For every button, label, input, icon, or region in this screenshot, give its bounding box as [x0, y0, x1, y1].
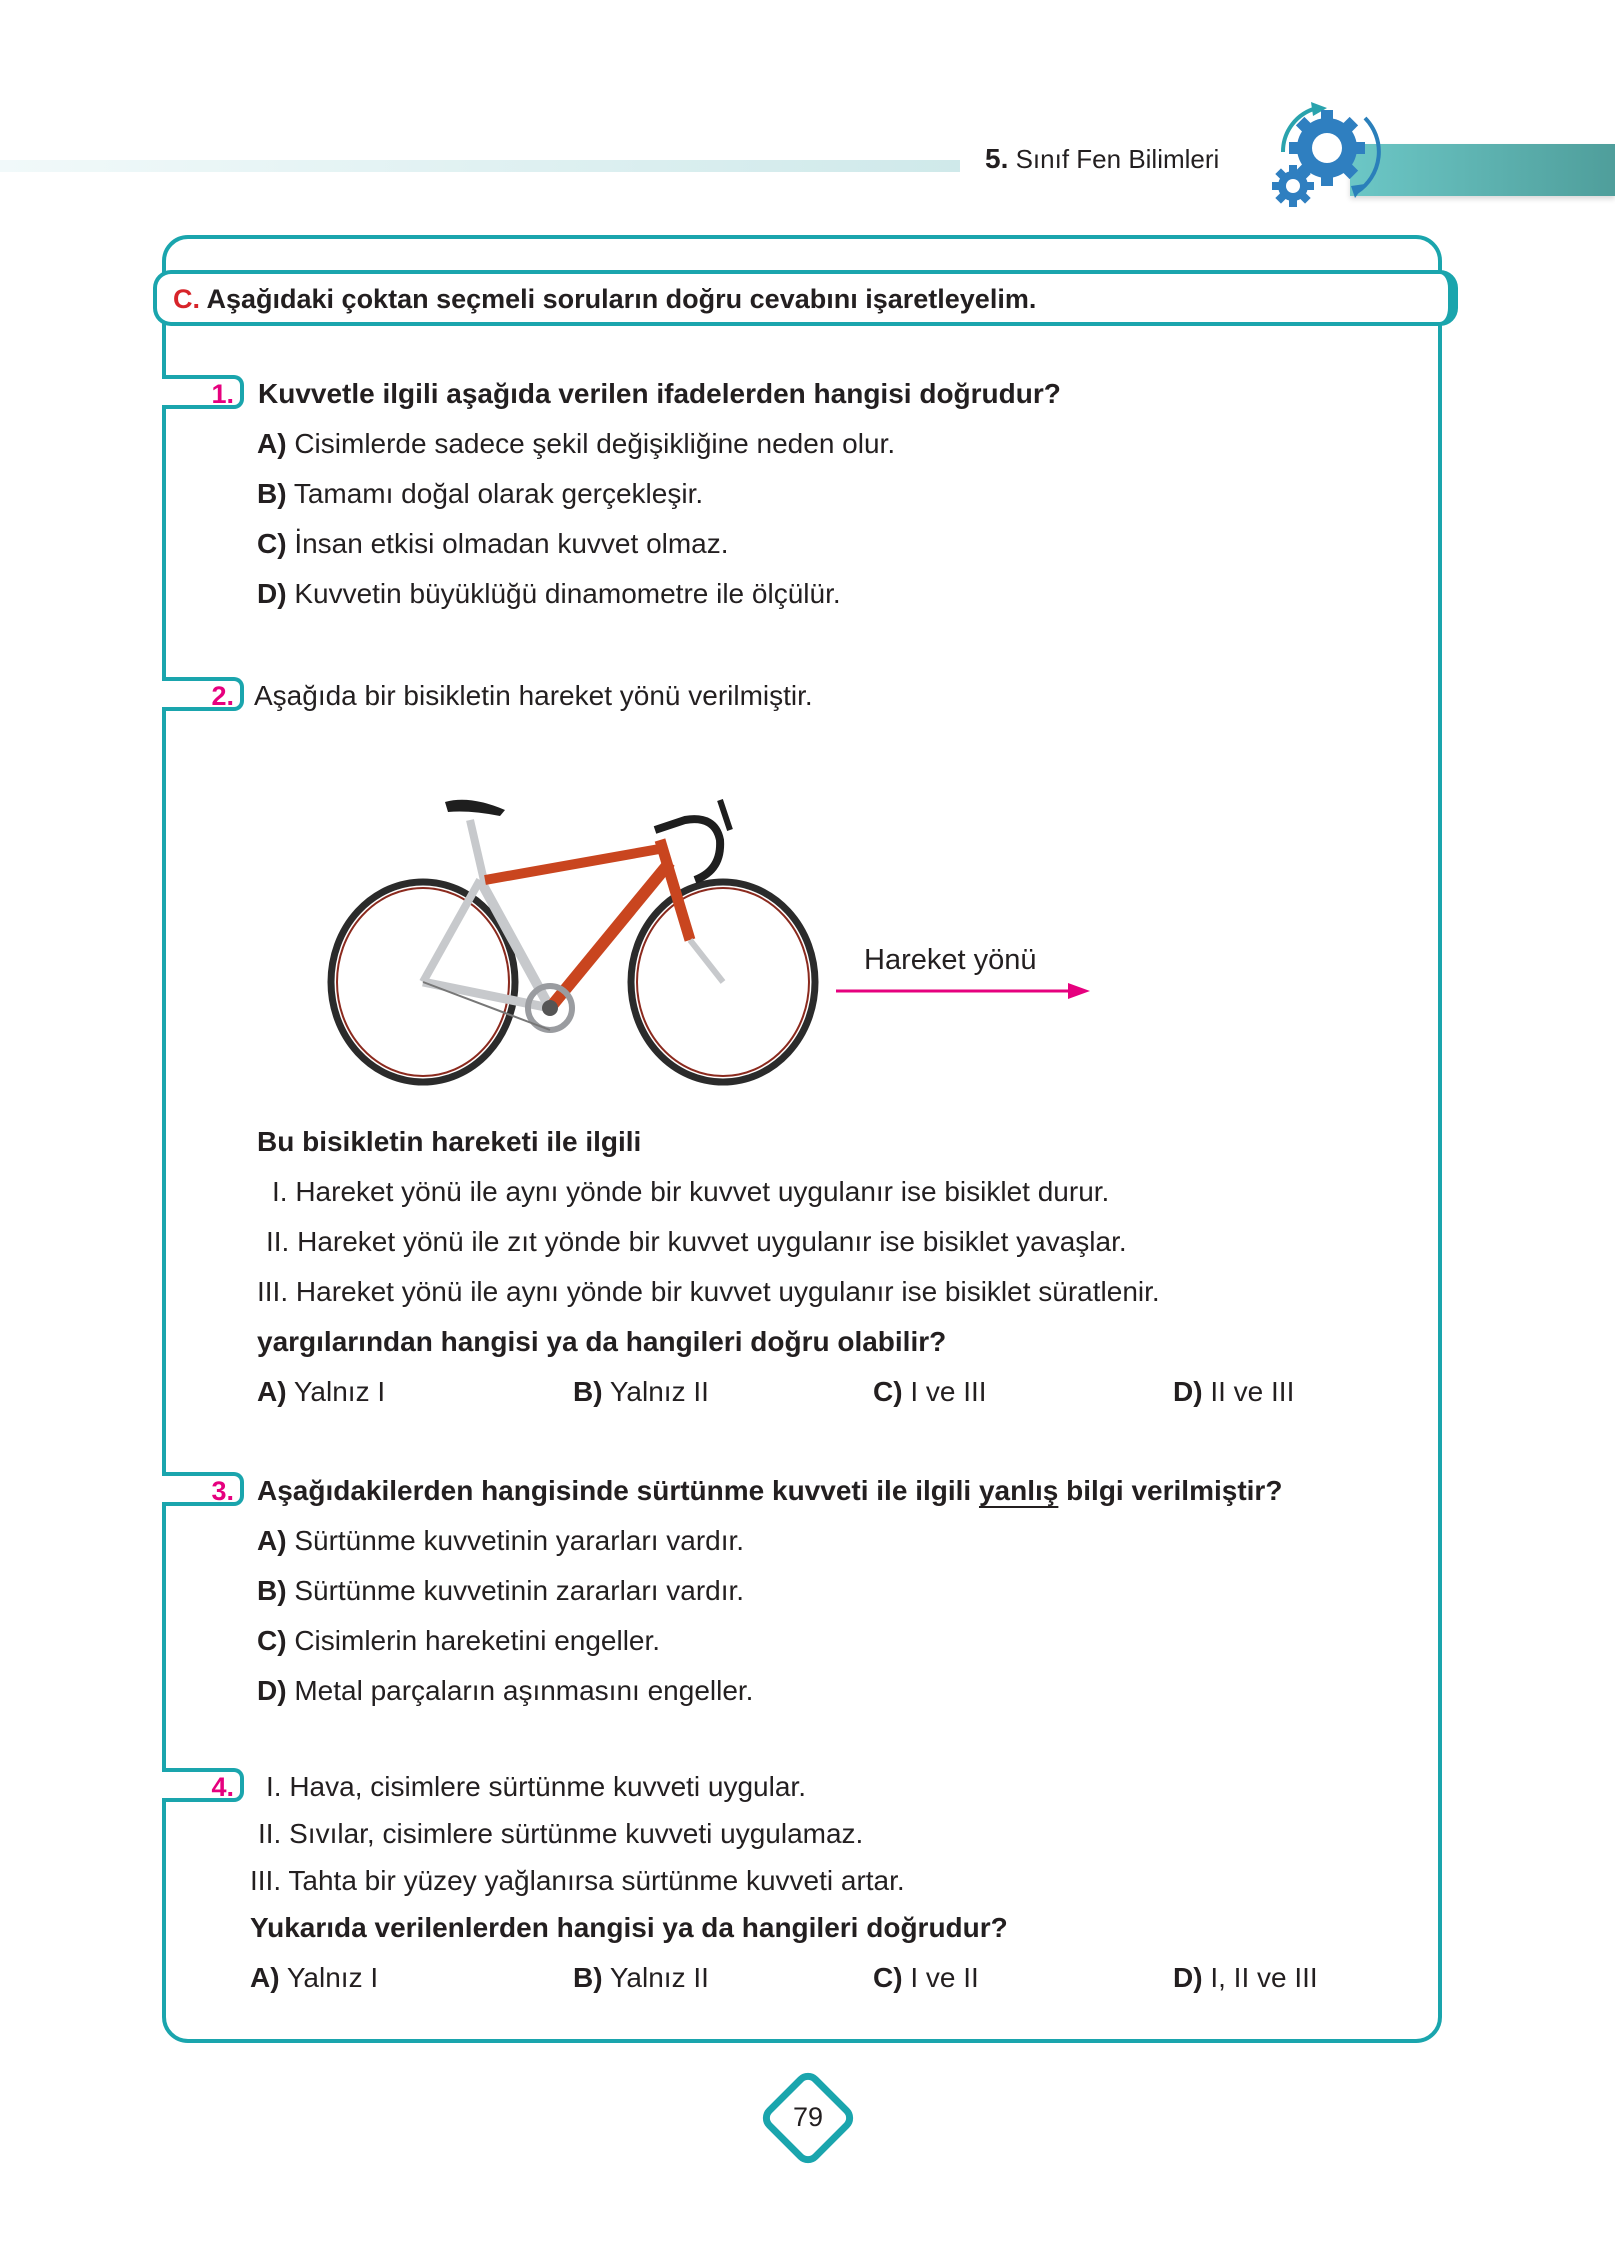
question-1-option-b[interactable]: B) Tamamı doğal olarak gerçekleşir.: [257, 478, 704, 509]
question-number-tab: [162, 677, 244, 711]
page-number: 79: [792, 2102, 824, 2132]
question-1-stem: Kuvvetle ilgili aşağıda verilen ifadelerden hangisi doğrudur?: [258, 378, 1061, 409]
direction-arrow-icon: [836, 982, 1090, 1000]
question-1-option-d[interactable]: D) Kuvvetin büyüklüğü dinamometre ile ölçülür.: [257, 578, 841, 609]
question-3-option-b[interactable]: B) Sürtünme kuvvetinin zararları vardır.: [257, 1575, 745, 1606]
question-number: 1.: [211, 379, 234, 409]
question-3-option-c[interactable]: C) Cisimlerin hareketini engeller.: [257, 1625, 661, 1656]
question-2-prompt: yargılarından hangisi ya da hangileri doğru olabilir?: [257, 1326, 947, 1357]
question-3-option-d[interactable]: D) Metal parçaların aşınmasını engeller.: [257, 1675, 754, 1706]
section-banner: [153, 270, 1458, 326]
question-2-option-d[interactable]: D) II ve III: [1173, 1376, 1295, 1407]
question-number-tab: [162, 375, 244, 409]
question-1-option-c[interactable]: C) İnsan etkisi olmadan kuvvet olmaz.: [257, 528, 729, 559]
question-3-option-a[interactable]: A) Sürtünme kuvvetinin yararları vardır.: [257, 1525, 745, 1556]
question-2-statement-2: II. Hareket yönü ile zıt yönde bir kuvvet uygulanır ise bisiklet yavaşlar.: [266, 1226, 1127, 1257]
emphasis-word: yanlış: [978, 1475, 1059, 1506]
question-4-prompt: Yukarıda verilenlerden hangisi ya da hangileri doğrudur?: [250, 1912, 1008, 1943]
question-number: 3.: [211, 1476, 234, 1506]
question-number-tab: [162, 1768, 244, 1802]
question-4-option-d[interactable]: D) I, II ve III: [1173, 1962, 1318, 1993]
question-number: 4.: [211, 1772, 234, 1802]
question-2-statement-3: III. Hareket yönü ile aynı yönde bir kuvvet uygulanır ise bisiklet süratlenir.: [257, 1276, 1160, 1307]
question-4-option-b[interactable]: B) Yalnız II: [573, 1962, 709, 1993]
page-header-title: [985, 143, 1219, 175]
question-3-stem: Aşağıdakilerden hangisinde sürtünme kuvveti ile ilgili yanlış bilgi verilmiştir?: [257, 1475, 1283, 1506]
question-4-option-c[interactable]: C) I ve II: [873, 1962, 979, 1993]
question-number-tab: [162, 1472, 244, 1506]
question-4-statement-2: II. Sıvılar, cisimlere sürtünme kuvveti uygulamaz.: [258, 1818, 864, 1849]
section-instruction: [173, 284, 1036, 315]
question-2-option-b[interactable]: B) Yalnız II: [573, 1376, 709, 1407]
bicycle-image: [320, 770, 830, 1090]
question-1-option-a[interactable]: A) Cisimlerde sadece şekil değişikliğine neden olur.: [257, 428, 896, 459]
question-2-option-a[interactable]: A) Yalnız I: [257, 1376, 386, 1407]
section-instruction-text: Aşağıdaki çoktan seçmeli soruların doğru cevabını işaretleyelim.: [206, 284, 1037, 314]
question-4-statement-3: III. Tahta bir yüzey yağlanırsa sürtünme kuvveti artar.: [250, 1865, 905, 1896]
subject-name: Sınıf Fen Bilimleri: [1015, 144, 1220, 174]
question-number: 2.: [211, 681, 234, 711]
question-2-stem: Aşağıda bir bisikletin hareket yönü verilmiştir.: [254, 680, 813, 711]
direction-label: Hareket yönü: [864, 944, 1037, 976]
grade-number: 5.: [985, 143, 1009, 174]
gears-icon: [1265, 100, 1395, 215]
question-2-statement-1: I. Hareket yönü ile aynı yönde bir kuvvet uygulanır ise bisiklet durur.: [272, 1176, 1110, 1207]
section-letter: C.: [173, 284, 200, 314]
question-2-lead: Bu bisikletin hareketi ile ilgili: [257, 1126, 642, 1157]
header-decorative-band: [0, 160, 960, 172]
question-4-statement-1: I. Hava, cisimlere sürtünme kuvveti uygular.: [266, 1771, 806, 1802]
question-4-option-a[interactable]: A) Yalnız I: [250, 1962, 379, 1993]
question-2-option-c[interactable]: C) I ve III: [873, 1376, 987, 1407]
